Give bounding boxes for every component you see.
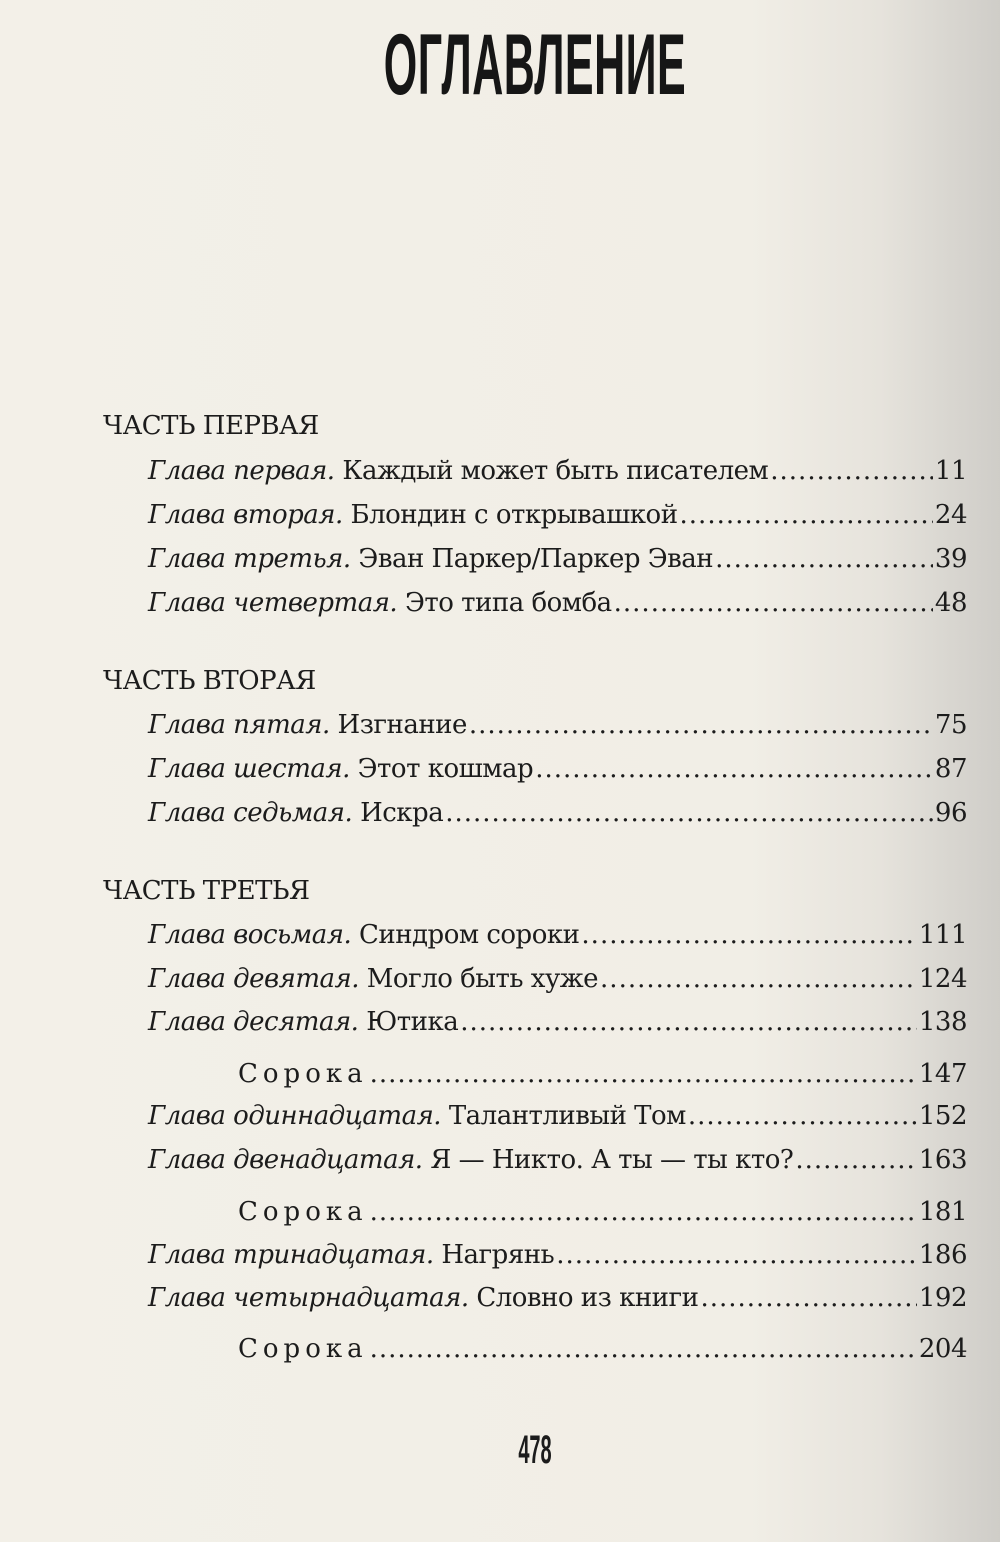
chapter-label: Глава двенадцатая. (148, 1145, 423, 1175)
page-ref: 87 (934, 754, 967, 784)
entry-title (148, 1006, 458, 1038)
page-ref: 204 (918, 1334, 967, 1364)
chapter-label: Глава десятая. (148, 1007, 359, 1037)
chapter-name: Сорока (238, 1197, 368, 1227)
entry-title (148, 919, 579, 951)
entry-title (238, 1058, 368, 1090)
entry-title (238, 1196, 368, 1228)
page-ref: 186 (918, 1240, 967, 1270)
toc-entry[interactable] (148, 1239, 967, 1271)
toc-entry[interactable] (148, 587, 967, 619)
page-ref: 24 (934, 500, 967, 530)
entry-title (148, 499, 678, 531)
toc-entry[interactable] (148, 1282, 967, 1314)
entry-title (148, 543, 713, 575)
part-heading: ЧАСТЬ ТРЕТЬЯ (103, 876, 310, 906)
entry-title (148, 963, 598, 995)
chapter-label: Глава пятая. (148, 710, 330, 740)
page-ref: 163 (918, 1145, 967, 1175)
dot-leader (445, 797, 933, 829)
chapter-label: Глава четвертая. (148, 588, 398, 618)
chapter-label: Глава вторая. (148, 500, 343, 530)
page-ref: 181 (918, 1197, 967, 1227)
entry-title (148, 753, 533, 785)
part-heading: ЧАСТЬ ПЕРВАЯ (103, 411, 319, 441)
chapter-name: Искра (360, 798, 444, 828)
dot-leader (700, 1282, 916, 1314)
toc-entry[interactable] (148, 963, 967, 995)
chapter-name: Эван Паркер/Паркер Эван (358, 544, 714, 574)
page-ref: 39 (934, 544, 967, 574)
chapter-name: Талантливый Том (448, 1101, 686, 1131)
entry-title (148, 587, 612, 619)
dot-leader (460, 1006, 917, 1038)
entry-title (238, 1333, 368, 1365)
toc-entry[interactable] (238, 1196, 967, 1228)
chapter-label: Глава первая. (148, 456, 335, 486)
dot-leader (795, 1144, 917, 1176)
chapter-label: Глава шестая. (148, 754, 350, 784)
dot-leader (614, 587, 933, 619)
chapter-name: Ютика (366, 1007, 459, 1037)
page-ref: 11 (934, 456, 967, 486)
entry-title (148, 1100, 686, 1132)
chapter-name: Это типа бомба (404, 588, 612, 618)
page-ref: 75 (934, 710, 967, 740)
dot-leader (770, 455, 933, 487)
dot-leader (535, 753, 933, 785)
dot-leader (556, 1239, 917, 1271)
page-ref: 138 (918, 1007, 967, 1037)
chapter-name: Синдром сороки (358, 920, 580, 950)
toc-entry[interactable] (148, 919, 967, 951)
dot-leader (715, 543, 933, 575)
toc-entry[interactable] (238, 1058, 967, 1090)
entry-title (148, 797, 443, 829)
dot-leader (469, 709, 933, 741)
page-ref: 111 (918, 920, 967, 950)
toc-entry[interactable] (148, 499, 967, 531)
page-number: 478 (518, 1428, 552, 1472)
toc-entry[interactable] (238, 1333, 967, 1365)
chapter-label: Глава седьмая. (148, 798, 353, 828)
dot-leader (370, 1058, 917, 1090)
chapter-label: Глава девятая. (148, 964, 360, 994)
part-heading: ЧАСТЬ ВТОРАЯ (103, 666, 316, 696)
page-ref: 152 (918, 1101, 967, 1131)
chapter-name: Этот кошмар (357, 754, 534, 784)
entry-title (148, 1144, 793, 1176)
chapter-name: Сорока (238, 1334, 368, 1364)
dot-leader (680, 499, 933, 531)
page-ref: 192 (918, 1283, 967, 1313)
page-ref: 147 (918, 1059, 967, 1089)
chapter-name: Каждый может быть писателем (342, 456, 769, 486)
page-title: ОГЛАВЛЕНИЕ (383, 17, 687, 113)
toc-entry[interactable] (148, 1006, 967, 1038)
toc-entry[interactable] (148, 753, 967, 785)
toc-entry[interactable] (148, 543, 967, 575)
chapter-label: Глава тринадцатая. (148, 1240, 434, 1270)
chapter-name: Могло быть хуже (366, 964, 599, 994)
chapter-name: Нагрянь (441, 1240, 555, 1270)
chapter-label: Глава четырнадцатая. (148, 1283, 469, 1313)
page-ref: 48 (934, 588, 967, 618)
entry-title (148, 709, 467, 741)
toc-entry[interactable] (148, 709, 967, 741)
entry-title (148, 1239, 554, 1271)
chapter-name: Сорока (238, 1059, 368, 1089)
entry-title (148, 1282, 698, 1314)
chapter-name: Блондин с открывашкой (350, 500, 678, 530)
page-ref: 96 (934, 798, 967, 828)
chapter-label: Глава одиннадцатая. (148, 1101, 442, 1131)
entry-title (148, 455, 768, 487)
toc-entry[interactable] (148, 1100, 967, 1132)
chapter-label: Глава восьмая. (148, 920, 352, 950)
chapter-name: Изгнание (337, 710, 467, 740)
toc-entry[interactable] (148, 455, 967, 487)
chapter-name: Словно из книги (476, 1283, 699, 1313)
dot-leader (581, 919, 916, 951)
chapter-name: Я — Никто. А ты — ты кто? (430, 1145, 794, 1175)
chapter-label: Глава третья. (148, 544, 351, 574)
toc-entry[interactable] (148, 797, 967, 829)
dot-leader (370, 1196, 917, 1228)
dot-leader (370, 1333, 917, 1365)
dot-leader (688, 1100, 917, 1132)
dot-leader (600, 963, 917, 995)
page-ref: 124 (918, 964, 967, 994)
toc-entry[interactable] (148, 1144, 967, 1176)
